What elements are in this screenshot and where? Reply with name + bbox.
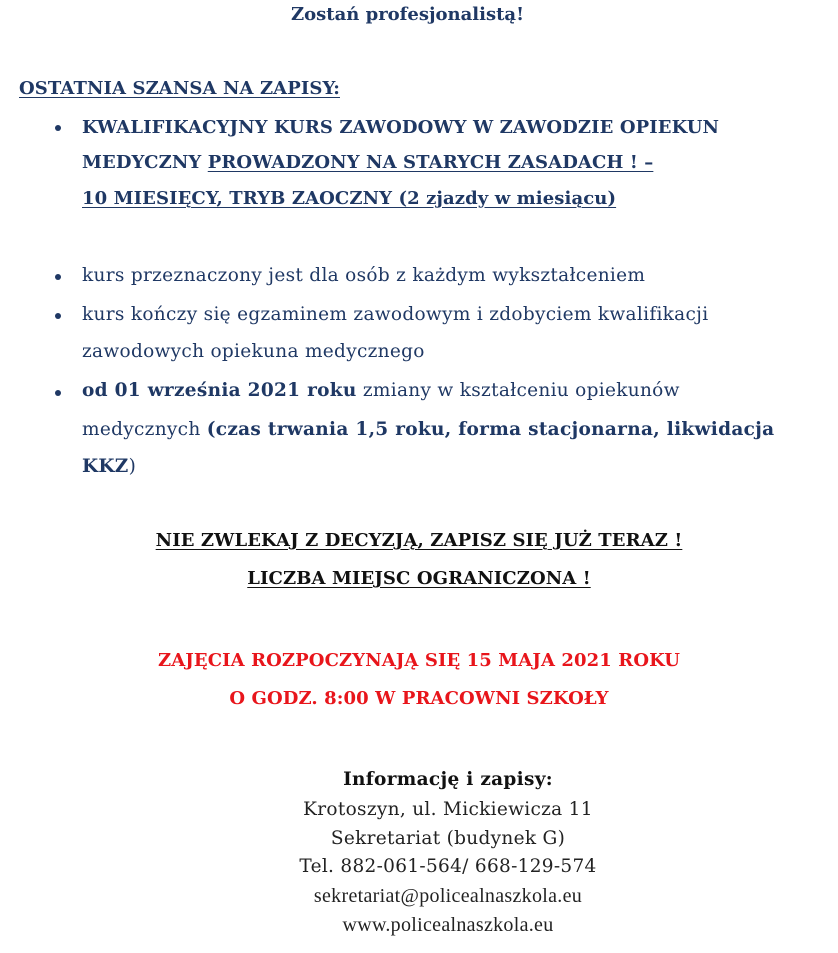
- info-bullet-2-line-1: kurs kończy się egzaminem zawodowym i zdobyciem kwalifikacji: [82, 304, 709, 325]
- info-bullet-3-rest: zmiany w kształceniu opiekunów: [356, 380, 680, 401]
- cta-line-1: NIE ZWLEKAJ Z DECYZJĄ, ZAPISZ SIĘ JUŻ TERAZ !: [155, 530, 683, 551]
- course-line-2-a: MEDYCZNY: [82, 152, 208, 173]
- course-line-2-b: PROWADZONY NA STARYCH ZASADACH ! –: [207, 152, 654, 173]
- info-bullet-3-line-3-bold: KKZ: [82, 456, 129, 477]
- info-bullet-3-line-1: [82, 380, 680, 401]
- start-line-2: O GODZ. 8:00 W PRACOWNI SZKOŁY: [229, 688, 609, 709]
- course-bullet-icon: [55, 125, 61, 131]
- contact-website: www.policealnaszkola.eu: [342, 914, 554, 936]
- info-bullet-1-icon: [55, 274, 61, 280]
- cta-line-2: LICZBA MIEJSC OGRANICZONA !: [247, 568, 591, 589]
- info-bullet-3-line-3: [82, 456, 136, 477]
- contact-heading: Informację i zapisy:: [343, 769, 553, 790]
- info-bullet-2-icon: [55, 313, 61, 319]
- info-bullet-2-line-2: zawodowych opiekuna medycznego: [82, 341, 425, 362]
- info-bullet-3-line-3-plain: ): [128, 456, 137, 477]
- start-line-1: ZAJĘCIA ROZPOCZYNAJĄ SIĘ 15 MAJA 2021 ROKU: [157, 650, 681, 671]
- course-line-3: 10 MIESIĘCY, TRYB ZAOCZNY (2 zjazdy w miesiącu): [82, 188, 617, 209]
- info-bullet-3-date: od 01 września 2021 roku: [82, 380, 357, 401]
- last-chance-heading: OSTATNIA SZANSA NA ZAPISY:: [19, 78, 340, 99]
- info-bullet-3-line-2-bold: (czas trwania 1,5 roku, forma stacjonarna, likwidacja: [206, 419, 775, 440]
- page-title: Zostań profesjonalistą!: [291, 4, 524, 25]
- info-bullet-3-line-2-plain: medycznych: [82, 419, 207, 440]
- info-bullet-3-icon: [55, 390, 61, 396]
- course-line-2: [82, 152, 653, 173]
- contact-address: Krotoszyn, ul. Mickiewicza 11: [303, 799, 593, 820]
- contact-email: sekretariat@policealnaszkola.eu: [313, 885, 583, 907]
- info-bullet-3-line-2: [82, 419, 774, 440]
- course-line-1: KWALIFIKACYJNY KURS ZAWODOWY W ZAWODZIE OPIEKUN: [82, 117, 720, 138]
- contact-office: Sekretariat (budynek G): [330, 828, 566, 849]
- info-bullet-1: kurs przeznaczony jest dla osób z każdym wykształceniem: [82, 265, 646, 286]
- contact-phone: Tel. 882-061-564/ 668-129-574: [299, 856, 597, 877]
